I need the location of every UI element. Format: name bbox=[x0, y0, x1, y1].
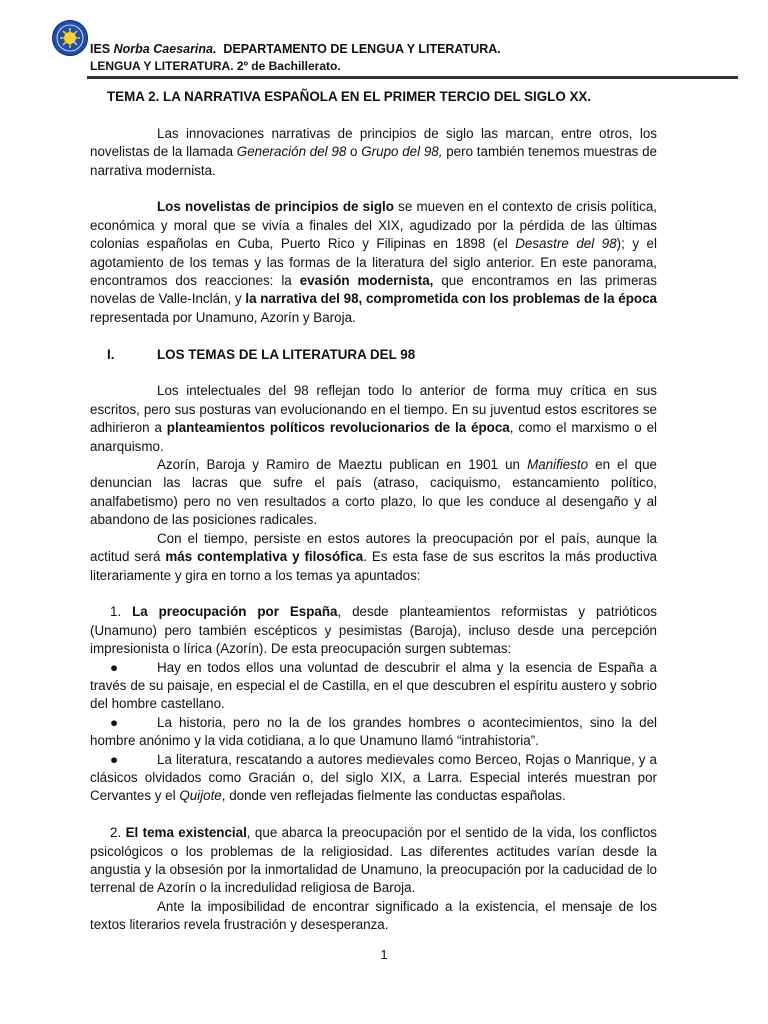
list-item-spain: 1. La preocupación por España, desde planteamientos reformistas y patrióticos (Unamuno) pero también escépticos y pesimistas (Baroja), incluso desde una percepción impresionista o lírica (Azorín). De esta preocupación surgen subtemas: bbox=[90, 604, 657, 657]
bullet-icon: ● bbox=[110, 659, 119, 675]
header-subject: LENGUA Y LITERATURA. 2º de Bachillerato. bbox=[90, 59, 341, 73]
paragraph-manifiesto: Azorín, Baroja y Ramiro de Maeztu publican en 1901 un Manifiesto en el que denuncian las lacras que sufre el país (atraso, caciquismo, estancamiento político, analfabetismo) pero no ven resultados a corto plazo, lo que les conduce al desengaño y al abandono de las posiciones radicales. bbox=[90, 457, 657, 528]
header-divider bbox=[87, 76, 738, 79]
intro-paragraph: Las innovaciones narrativas de principios de siglo las marcan, entre otros, los novelistas de la llamada Generación del 98 o Grupo del 98, pero también tenemos muestras de narrativa modernista. bbox=[90, 125, 657, 178]
bullet-icon: ● bbox=[110, 714, 119, 730]
section-label: LOS TEMAS DE LA LITERATURA DEL 98 bbox=[157, 346, 416, 362]
paragraph-conclusion: Ante la imposibilidad de encontrar significado a la existencia, el mensaje de los textos literarios revela frustración y desesperanza. bbox=[90, 898, 657, 933]
context-paragraph: Los novelistas de principios de siglo se mueven en el contexto de crisis política, económica y moral que se vivía a finales del XIX, agudizado por la pérdida de las últimas colonias españolas en Cuba, Puerto Rico y Filipinas en 1898 (el Desastre del 98); y el agotamiento de los temas y las formas de la literatura del siglo anterior. En este panorama, encontramos dos reacciones: la evasión modernista, que encontramos en las primeras novelas de Valle-Inclán, y la narrativa del 98, comprometida con los problemas de la época representada por Unamuno, Azorín y Baroja. bbox=[90, 199, 657, 325]
paragraph-contemplative: Con el tiempo, persiste en estos autores la preocupación por el país, aunque la actitud será más contemplativa y filosófica. Es esta fase de sus escritos la más productiva literariamente y gira en torno a los temas ya apuntados: bbox=[90, 530, 657, 583]
bullet-item-literature: ● La literatura, rescatando a autores medievales como Berceo, Rojas o Manrique, y a clásicos olvidados como Gracián o, del siglo XIX, a Larra. Especial interés muestran por Cervantes y el Quijote, donde ven reflejadas fielmente las conductas españolas. bbox=[90, 751, 657, 804]
list-item-existential: 2. El tema existencial, que abarca la preocupación por el sentido de la vida, los conflictos psicológicos o los problemas de la religiosidad. Las diferentes actitudes varían desde la angustia y la obsesión por la inmortalidad de Unamuno, la preocupación por la caducidad de lo terrenal de Azorín o la incredulidad religiosa de Baroja. bbox=[90, 825, 657, 896]
header-school: IES bbox=[90, 42, 111, 56]
section-heading bbox=[90, 346, 657, 364]
bullet-icon: ● bbox=[110, 751, 119, 767]
document-title: TEMA 2. LA NARRATIVA ESPAÑOLA EN EL PRIMER TERCIO DEL SIGLO XX. bbox=[107, 89, 592, 104]
header-department: DEPARTAMENTO DE LENGUA Y LITERATURA. bbox=[223, 42, 501, 56]
section-number: I. bbox=[107, 346, 115, 362]
bullet-item-history: ● La historia, pero no la de los grandes hombres o acontecimientos, sino la del hombre anónimo y la vida cotidiana, a lo que Unamuno llamó “intrahistoria”. bbox=[90, 714, 657, 749]
paragraph-intellectuals: Los intelectuales del 98 reflejan todo lo anterior de forma muy crítica en sus escritos, pero sus posturas van evolucionando en el tiempo. En su juventud estos escritores se adhirieron a planteamientos políticos revolucionarios de la época, como el marxismo o el anarquismo. bbox=[90, 383, 657, 454]
header-school-name: Norba Caesarina. bbox=[113, 42, 217, 56]
sun-emblem-icon bbox=[53, 21, 87, 55]
page-number: 1 bbox=[380, 947, 388, 962]
school-logo bbox=[52, 20, 88, 56]
document-body bbox=[90, 88, 657, 935]
bullet-item-landscape: ● Hay en todos ellos una voluntad de descubrir el alma y la esencia de España a través de su paisaje, en especial el de Castilla, en el que descubren el espíritu austero y sobrio del hombre castellano. bbox=[90, 659, 657, 712]
header-line-1 bbox=[90, 42, 501, 56]
